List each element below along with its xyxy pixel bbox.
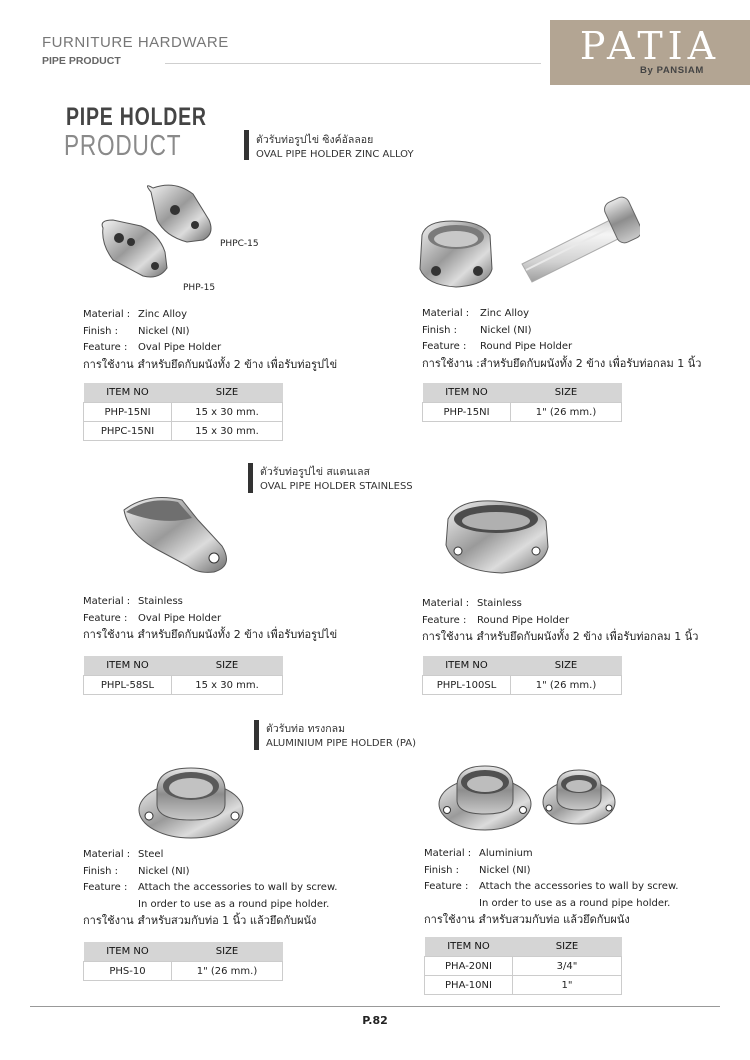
feature-value: Attach the accessories to wall by screw.	[138, 882, 338, 893]
section-marker	[248, 463, 253, 493]
table-row	[425, 957, 622, 976]
item-no-header: ITEM NO	[84, 942, 172, 962]
round-stainless-holder-image	[440, 495, 555, 580]
header-category: FURNITURE HARDWARE	[42, 34, 229, 51]
size-header: SIZE	[511, 383, 622, 403]
usage-label: การใช้งาน :	[83, 357, 141, 371]
usage-value: สำหรับยึดกับผนังทั้ง 2 ข้าง เพื่อรับท่อรูปไข่	[138, 357, 338, 371]
material-label: Material :	[422, 598, 470, 609]
table-row	[423, 676, 622, 695]
brand-logo	[550, 20, 750, 85]
usage-value: สำหรับยึดกับผนังทั้ง 2 ข้าง เพื่อรับท่อกลม 1 นิ้ว	[477, 630, 699, 643]
size-header: SIZE	[172, 383, 283, 403]
footer-divider	[30, 1006, 720, 1007]
feature-value: Attach the accessories to wall by screw.	[479, 881, 679, 892]
page-title: PIPE HOLDER	[66, 103, 207, 131]
table-row	[84, 403, 283, 422]
item-no-cell: PHP-15NI	[423, 403, 511, 422]
section-title-th: ตัวรับท่อ ทรงกลม	[266, 723, 345, 735]
size-cell: 3/4"	[513, 957, 622, 976]
feature-label: Feature :	[424, 881, 469, 892]
item-no-cell: PHA-10NI	[425, 976, 513, 995]
item-table	[83, 383, 283, 441]
usage-value: สำหรับสวมกับท่อ แล้วยึดกับผนัง	[479, 913, 630, 926]
material-label: Material :	[83, 596, 131, 607]
item-table	[422, 656, 622, 695]
item-no-cell: PHA-20NI	[425, 957, 513, 976]
usage-label: การใช้งาน :	[83, 914, 141, 927]
product-specs	[422, 596, 742, 646]
finish-label: Finish :	[83, 865, 119, 877]
table-row	[84, 676, 283, 695]
finish-value: Nickel (NI)	[480, 324, 532, 336]
item-no-cell: PHS-10	[84, 962, 172, 981]
size-cell: 1" (26 mm.)	[511, 676, 622, 695]
section-title-th: ตัวรับท่อรูปไข่ สแตนเลส	[260, 466, 370, 478]
feature-value-continued: In order to use as a round pipe holder.	[479, 897, 671, 909]
finish-value: Nickel (NI)	[138, 865, 190, 877]
material-label: Material :	[83, 309, 131, 320]
finish-value: Nickel (NI)	[479, 864, 531, 876]
size-cell: 1"	[513, 976, 622, 995]
feature-label: Feature :	[83, 612, 128, 624]
section-marker	[244, 130, 249, 160]
product-specs	[83, 594, 383, 644]
image-label: PHP-15	[183, 283, 216, 293]
size-cell: 15 x 30 mm.	[172, 403, 283, 422]
material-label: Material :	[422, 308, 470, 319]
round-zinc-holder-image	[412, 215, 502, 295]
size-cell: 1" (26 mm.)	[511, 403, 622, 422]
product-specs	[424, 846, 744, 929]
brand-subtitle: By PANSIAM	[640, 65, 704, 76]
size-header: SIZE	[511, 656, 622, 676]
brand-name: PATIA	[579, 24, 721, 68]
table-row	[84, 962, 283, 981]
finish-value: Nickel (NI)	[138, 325, 190, 337]
material-value: Steel	[138, 849, 164, 860]
feature-value: Oval Pipe Holder	[138, 612, 222, 624]
section-title-th: ตัวรับท่อรูปไข่ ซิงค์อัลลอย	[256, 134, 374, 146]
oval-zinc-holder-image	[95, 180, 220, 285]
item-no-cell: PHPC-15NI	[84, 422, 172, 441]
feature-label: Feature :	[422, 614, 467, 626]
material-value: Stainless	[477, 598, 522, 609]
section-title-en: OVAL PIPE HOLDER ZINC ALLOY	[256, 149, 414, 160]
item-no-cell: PHPL-100SL	[423, 676, 511, 695]
finish-label: Finish :	[422, 324, 458, 336]
material-value: Zinc Alloy	[480, 308, 530, 319]
table-row	[425, 976, 622, 995]
size-cell: 15 x 30 mm.	[172, 422, 283, 441]
item-table	[83, 942, 283, 981]
item-table	[424, 937, 622, 995]
steel-round-holder-image	[135, 760, 250, 845]
material-value: Stainless	[138, 596, 183, 607]
section-marker	[254, 720, 259, 750]
header-subcategory: PIPE PRODUCT	[42, 55, 121, 67]
table-row	[84, 422, 283, 441]
oval-stainless-holder-image	[118, 490, 238, 580]
item-no-header: ITEM NO	[423, 383, 511, 403]
page-number: P.82	[362, 1014, 388, 1027]
usage-value: สำหรับยึดกับผนังทั้ง 2 ข้าง เพื่อรับท่อรูปไข่	[138, 628, 338, 641]
size-header: SIZE	[172, 656, 283, 676]
finish-label: Finish :	[83, 325, 119, 337]
material-value: Zinc Alloy	[138, 309, 188, 320]
finish-label: Finish :	[424, 864, 460, 876]
item-no-header: ITEM NO	[84, 383, 172, 403]
product-specs	[83, 847, 403, 930]
feature-value-continued: In order to use as a round pipe holder.	[138, 898, 330, 910]
header-divider	[165, 63, 541, 64]
item-no-header: ITEM NO	[84, 656, 172, 676]
table-row	[423, 403, 622, 422]
section-title-en: ALUMINIUM PIPE HOLDER (PA)	[266, 738, 417, 749]
product-specs	[83, 307, 383, 373]
usage-label: การใช้งาน :	[424, 913, 482, 926]
image-label: PHPC-15	[220, 239, 259, 249]
usage-value: สำหรับสวมกับท่อ 1 นิ้ว แล้วยึดกับผนัง	[138, 914, 317, 927]
material-value: Aluminium	[479, 848, 533, 859]
page-subtitle: PRODUCT	[64, 130, 182, 162]
item-no-cell: PHPL-58SL	[84, 676, 172, 695]
feature-value: Round Pipe Holder	[477, 614, 570, 626]
item-table	[422, 383, 622, 422]
size-header: SIZE	[172, 942, 283, 962]
size-cell: 15 x 30 mm.	[172, 676, 283, 695]
usage-label: การใช้งาน :	[422, 356, 480, 370]
usage-label: การใช้งาน :	[422, 630, 480, 643]
feature-value: Round Pipe Holder	[480, 341, 573, 352]
product-specs	[422, 306, 742, 372]
usage-label: การใช้งาน :	[83, 628, 141, 641]
item-no-header: ITEM NO	[425, 937, 513, 957]
size-cell: 1" (26 mm.)	[172, 962, 283, 981]
material-label: Material :	[424, 848, 472, 859]
item-table	[83, 656, 283, 695]
usage-value: สำหรับยึดกับผนังทั้ง 2 ข้าง เพื่อรับท่อกลม 1 นิ้ว	[480, 356, 702, 370]
feature-value: Oval Pipe Holder	[138, 342, 222, 353]
size-header: SIZE	[513, 937, 622, 957]
aluminium-round-holders-image	[435, 760, 625, 835]
material-label: Material :	[83, 849, 131, 860]
section-title-en: OVAL PIPE HOLDER STAINLESS	[260, 481, 413, 492]
feature-label: Feature :	[422, 341, 467, 352]
item-no-header: ITEM NO	[423, 656, 511, 676]
item-no-cell: PHP-15NI	[84, 403, 172, 422]
feature-label: Feature :	[83, 342, 128, 353]
round-pipe-with-holder-image	[518, 190, 640, 290]
feature-label: Feature :	[83, 882, 128, 893]
